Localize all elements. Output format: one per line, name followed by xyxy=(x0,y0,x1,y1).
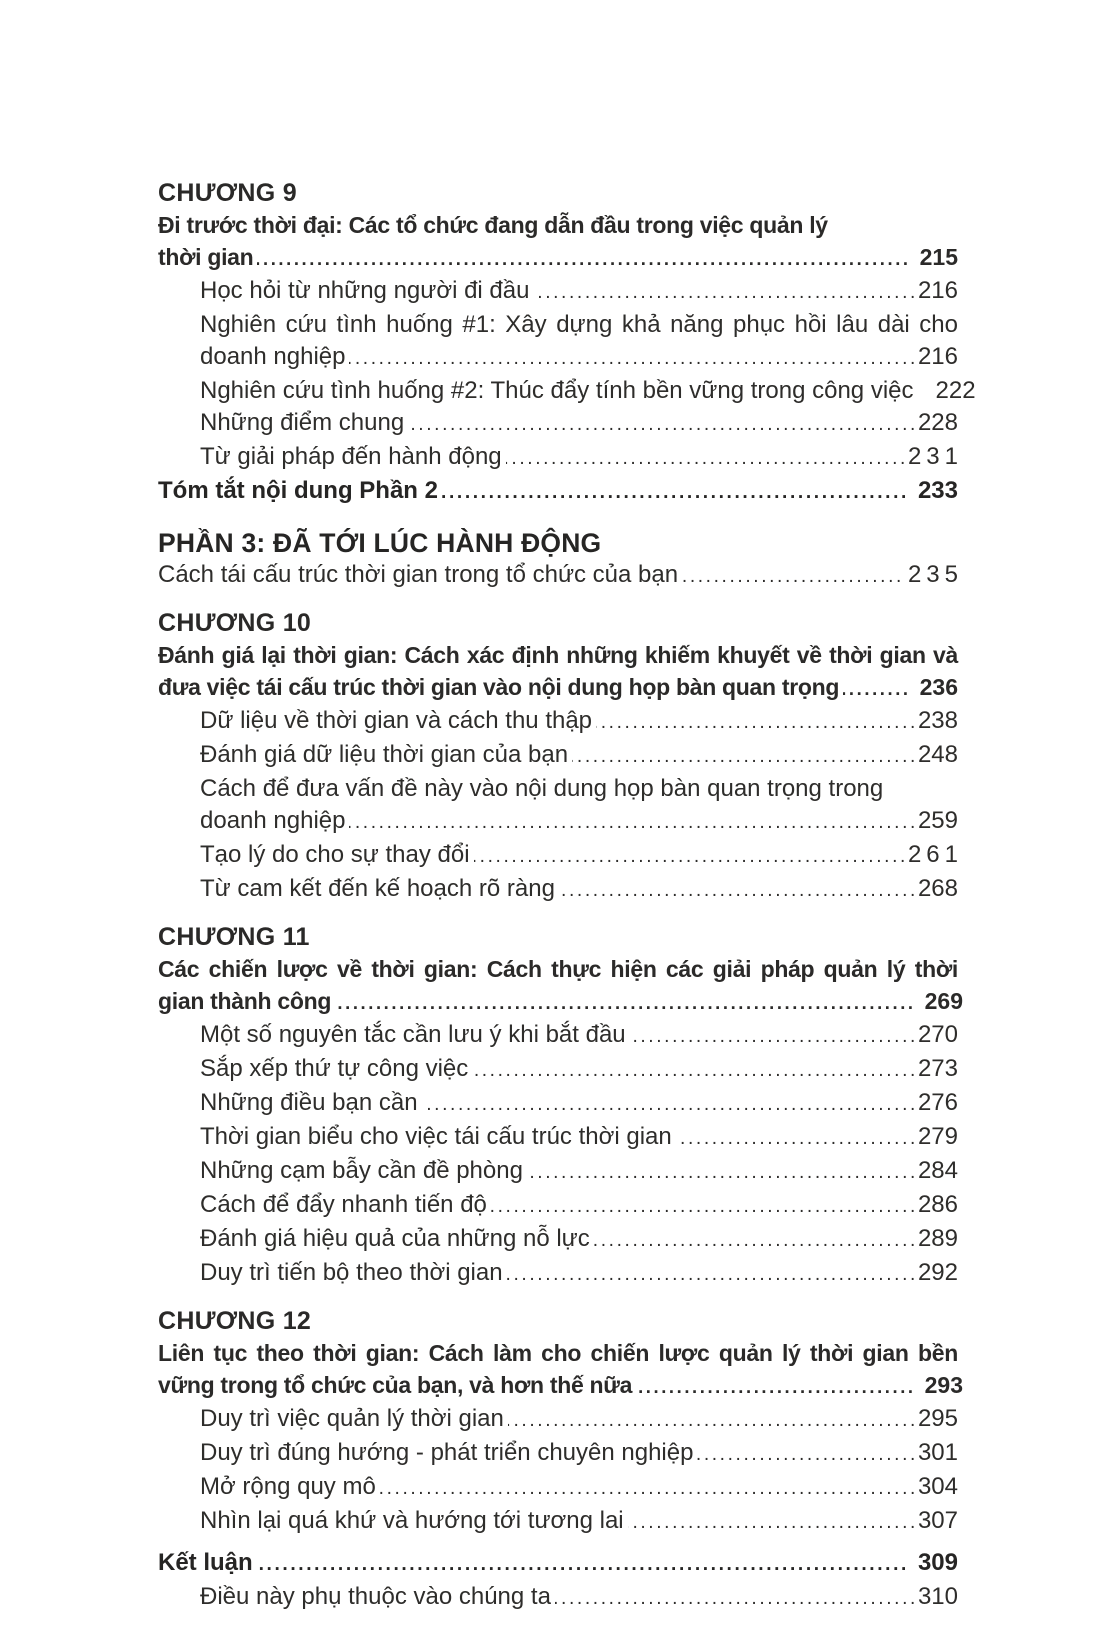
entry-last-line xyxy=(200,1257,958,1291)
entry-text: gian thành công xyxy=(158,988,332,1014)
dot-leader xyxy=(682,559,904,593)
toc-list xyxy=(158,163,976,1615)
dot-leader xyxy=(506,441,908,475)
entry-last-line xyxy=(200,1471,958,1505)
entry-text: Mở rộng quy mô xyxy=(200,1473,376,1500)
entry-text: Duy trì tiến bộ theo thời gian xyxy=(200,1259,503,1286)
dot-leader xyxy=(422,1087,918,1121)
entry-last-line xyxy=(200,1053,958,1087)
dot-leader xyxy=(527,1155,918,1189)
entry-last-line xyxy=(158,241,958,275)
entry-text: Kết luận xyxy=(158,1549,253,1576)
entry-text: Điều này phụ thuộc vào chúng ta xyxy=(200,1583,551,1610)
entry-text-line: Nghiên cứu tình huống #1: Xây dựng khả năng phục hồi lâu dài cho xyxy=(200,311,958,338)
page-number: 301 xyxy=(917,1439,958,1466)
page-number: 279 xyxy=(917,1123,958,1150)
toc-entry xyxy=(158,773,958,839)
entry-last-line xyxy=(200,375,976,407)
toc-entry xyxy=(158,639,958,705)
toc-entry xyxy=(158,1505,958,1539)
toc-entry xyxy=(158,559,963,593)
entry-text: Một số nguyên tắc cần lưu ý khi bắt đầu xyxy=(200,1021,626,1048)
dot-leader xyxy=(408,407,918,441)
dot-leader xyxy=(594,1223,918,1257)
part-label: PHẦN 3: ĐÃ TỚI LÚC HÀNH ĐỘNG xyxy=(158,528,602,558)
entry-text: doanh nghiệp xyxy=(200,807,346,834)
page-number: 268 xyxy=(917,875,958,902)
entry-last-line xyxy=(158,1369,963,1403)
entry-text: Cách tái cấu trúc thời gian trong tổ chức của bạn xyxy=(158,561,679,588)
toc-entry xyxy=(158,1087,958,1121)
entry-last-line xyxy=(200,341,958,375)
entry-text: doanh nghiệp xyxy=(200,343,346,370)
toc-entry xyxy=(158,1403,958,1437)
entry-last-line xyxy=(158,559,963,593)
dot-leader xyxy=(335,985,916,1019)
dot-leader xyxy=(472,1053,918,1087)
entry-last-line xyxy=(158,985,963,1019)
toc-entry xyxy=(158,1547,958,1581)
toc-entry xyxy=(158,1121,958,1155)
dot-leader xyxy=(843,671,910,705)
entry-last-line xyxy=(158,671,958,705)
dot-leader xyxy=(628,1505,918,1539)
toc-entry xyxy=(158,1155,958,1189)
page-number: 286 xyxy=(917,1191,958,1218)
toc-entry xyxy=(158,1257,958,1291)
entry-text: đưa việc tái cấu trúc thời gian vào nội dung họp bàn quan trọng xyxy=(158,674,840,700)
entry-text: Từ cam kết đến kế hoạch rõ ràng xyxy=(200,875,555,902)
dot-leader xyxy=(676,1121,918,1155)
entry-text-line: Các chiến lược về thời gian: Cách thực hiện các giải pháp quản lý thời xyxy=(158,956,958,982)
page-number: 228 xyxy=(917,409,958,436)
dot-leader xyxy=(636,1369,915,1403)
entry-last-line xyxy=(200,1581,958,1615)
dot-leader xyxy=(697,1437,918,1471)
dot-leader xyxy=(630,1019,918,1053)
chapter-label: CHƯƠNG 11 xyxy=(158,923,310,951)
entry-text: Sắp xếp thứ tự công việc xyxy=(200,1055,469,1082)
entry-last-line xyxy=(200,1189,958,1223)
page-number: 248 xyxy=(917,741,958,768)
toc-entry xyxy=(158,375,976,407)
dot-leader xyxy=(559,873,918,907)
toc-entry xyxy=(158,441,963,475)
page-number: 235 xyxy=(907,561,963,588)
entry-last-line xyxy=(200,1223,958,1257)
entry-text: Duy trì việc quản lý thời gian xyxy=(200,1405,504,1432)
page-number: 270 xyxy=(917,1021,958,1048)
toc-entry xyxy=(158,953,963,1019)
toc-entry xyxy=(158,275,958,309)
dot-leader xyxy=(257,1547,909,1581)
entry-text: Thời gian biểu cho việc tái cấu trúc thời gian xyxy=(200,1123,672,1150)
entry-last-line xyxy=(200,275,958,309)
page-number: 238 xyxy=(917,707,958,734)
entry-text: Nhìn lại quá khứ và hướng tới tương lai xyxy=(200,1507,624,1534)
page-number: 307 xyxy=(917,1507,958,1534)
dot-leader xyxy=(442,475,909,509)
entry-last-line xyxy=(200,407,958,441)
entry-text: Nghiên cứu tình huống #2: Thúc đẩy tính bền vững trong công việc xyxy=(200,377,914,404)
toc-entry xyxy=(158,1019,958,1053)
page-number: 304 xyxy=(917,1473,958,1500)
entry-text: Những điểm chung xyxy=(200,409,405,436)
dot-leader xyxy=(349,805,917,839)
entry-last-line xyxy=(200,705,958,739)
toc-entry xyxy=(158,1053,958,1087)
dot-leader xyxy=(508,1403,918,1437)
entry-last-line xyxy=(200,1087,958,1121)
entry-text: Cách để đẩy nhanh tiến độ xyxy=(200,1191,487,1218)
entry-text: Duy trì đúng hướng - phát triển chuyên nghiệp xyxy=(200,1439,694,1466)
toc-entry xyxy=(158,1581,958,1615)
toc-entry xyxy=(158,1437,958,1471)
dot-leader xyxy=(474,839,908,873)
dot-leader xyxy=(349,341,917,375)
entry-text: thời gian xyxy=(158,244,254,270)
toc-entry xyxy=(158,1471,958,1505)
entry-text-line: Đi trước thời đại: Các tổ chức đang dẫn đầu trong việc quản lý xyxy=(158,212,828,238)
page-number: 276 xyxy=(917,1089,958,1116)
page-number: 284 xyxy=(917,1157,958,1184)
page-number: 292 xyxy=(917,1259,958,1286)
page-number: 273 xyxy=(917,1055,958,1082)
entry-last-line xyxy=(200,1505,958,1539)
dot-leader xyxy=(380,1471,918,1505)
dot-leader xyxy=(491,1189,918,1223)
page-number: 295 xyxy=(917,1405,958,1432)
page-number: 261 xyxy=(907,841,963,868)
entry-text: Những điều bạn cần xyxy=(200,1089,418,1116)
page-number: 236 xyxy=(919,674,958,700)
page-number: 216 xyxy=(917,277,958,304)
page-number: 215 xyxy=(919,244,958,270)
entry-text: Tạo lý do cho sự thay đổi xyxy=(200,841,470,868)
entry-last-line xyxy=(200,1437,958,1471)
dot-leader xyxy=(533,275,917,309)
chapter-label: CHƯƠNG 12 xyxy=(158,1307,312,1335)
toc-entry xyxy=(158,873,958,907)
toc-entry xyxy=(158,1337,963,1403)
entry-last-line xyxy=(200,839,963,873)
entry-text-line: Đánh giá lại thời gian: Cách xác định những khiếm khuyết về thời gian và xyxy=(158,642,958,668)
toc-entry xyxy=(158,475,958,509)
toc-entry xyxy=(158,1189,958,1223)
entry-text-line: Cách để đưa vấn đề này vào nội dung họp bàn quan trọng trong xyxy=(200,775,884,802)
toc-entry xyxy=(158,839,963,873)
entry-last-line xyxy=(200,873,958,907)
entry-last-line xyxy=(200,441,963,475)
chapter-label: CHƯƠNG 10 xyxy=(158,609,312,637)
toc-entry xyxy=(158,309,958,375)
page-number: 222 xyxy=(935,377,976,404)
dot-leader xyxy=(555,1581,918,1615)
entry-last-line xyxy=(200,1155,958,1189)
entry-text: Những cạm bẫy cần đề phòng xyxy=(200,1157,523,1184)
page-number: 216 xyxy=(917,343,958,370)
entry-last-line xyxy=(200,1121,958,1155)
entry-last-line xyxy=(200,1019,958,1053)
page-number: 269 xyxy=(924,988,963,1014)
entry-text-line: Liên tục theo thời gian: Cách làm cho chiến lược quản lý thời gian bền xyxy=(158,1340,958,1366)
page-number: 233 xyxy=(917,477,958,504)
page-number: 259 xyxy=(917,807,958,834)
toc-entry xyxy=(158,705,958,739)
entry-text: Từ giải pháp đến hành động xyxy=(200,443,502,470)
toc-entry xyxy=(158,209,958,275)
entry-text: Đánh giá dữ liệu thời gian của bạn xyxy=(200,741,569,768)
entry-text: vững trong tổ chức của bạn, và hơn thế nữa xyxy=(158,1372,633,1398)
entry-last-line xyxy=(200,805,958,839)
page-number: 289 xyxy=(917,1225,958,1252)
page-number: 231 xyxy=(907,443,963,470)
entry-text: Đánh giá hiệu quả của những nỗ lực xyxy=(200,1225,590,1252)
dot-leader xyxy=(507,1257,918,1291)
toc-entry xyxy=(158,407,958,441)
entry-last-line xyxy=(158,475,958,509)
page-number: 293 xyxy=(924,1372,963,1398)
dot-leader xyxy=(596,705,918,739)
entry-last-line xyxy=(200,1403,958,1437)
toc-entry xyxy=(158,739,958,773)
dot-leader xyxy=(572,739,918,773)
entry-text: Học hỏi từ những người đi đầu xyxy=(200,277,530,304)
page-number: 310 xyxy=(917,1583,958,1610)
entry-text: Dữ liệu về thời gian và cách thu thập xyxy=(200,707,593,734)
toc-entry xyxy=(158,1223,958,1257)
entry-last-line xyxy=(200,739,958,773)
entry-last-line xyxy=(158,1547,958,1581)
entry-text: Tóm tắt nội dung Phần 2 xyxy=(158,477,438,504)
page-number: 309 xyxy=(917,1549,958,1576)
chapter-label: CHƯƠNG 9 xyxy=(158,179,297,207)
dot-leader xyxy=(257,241,910,275)
